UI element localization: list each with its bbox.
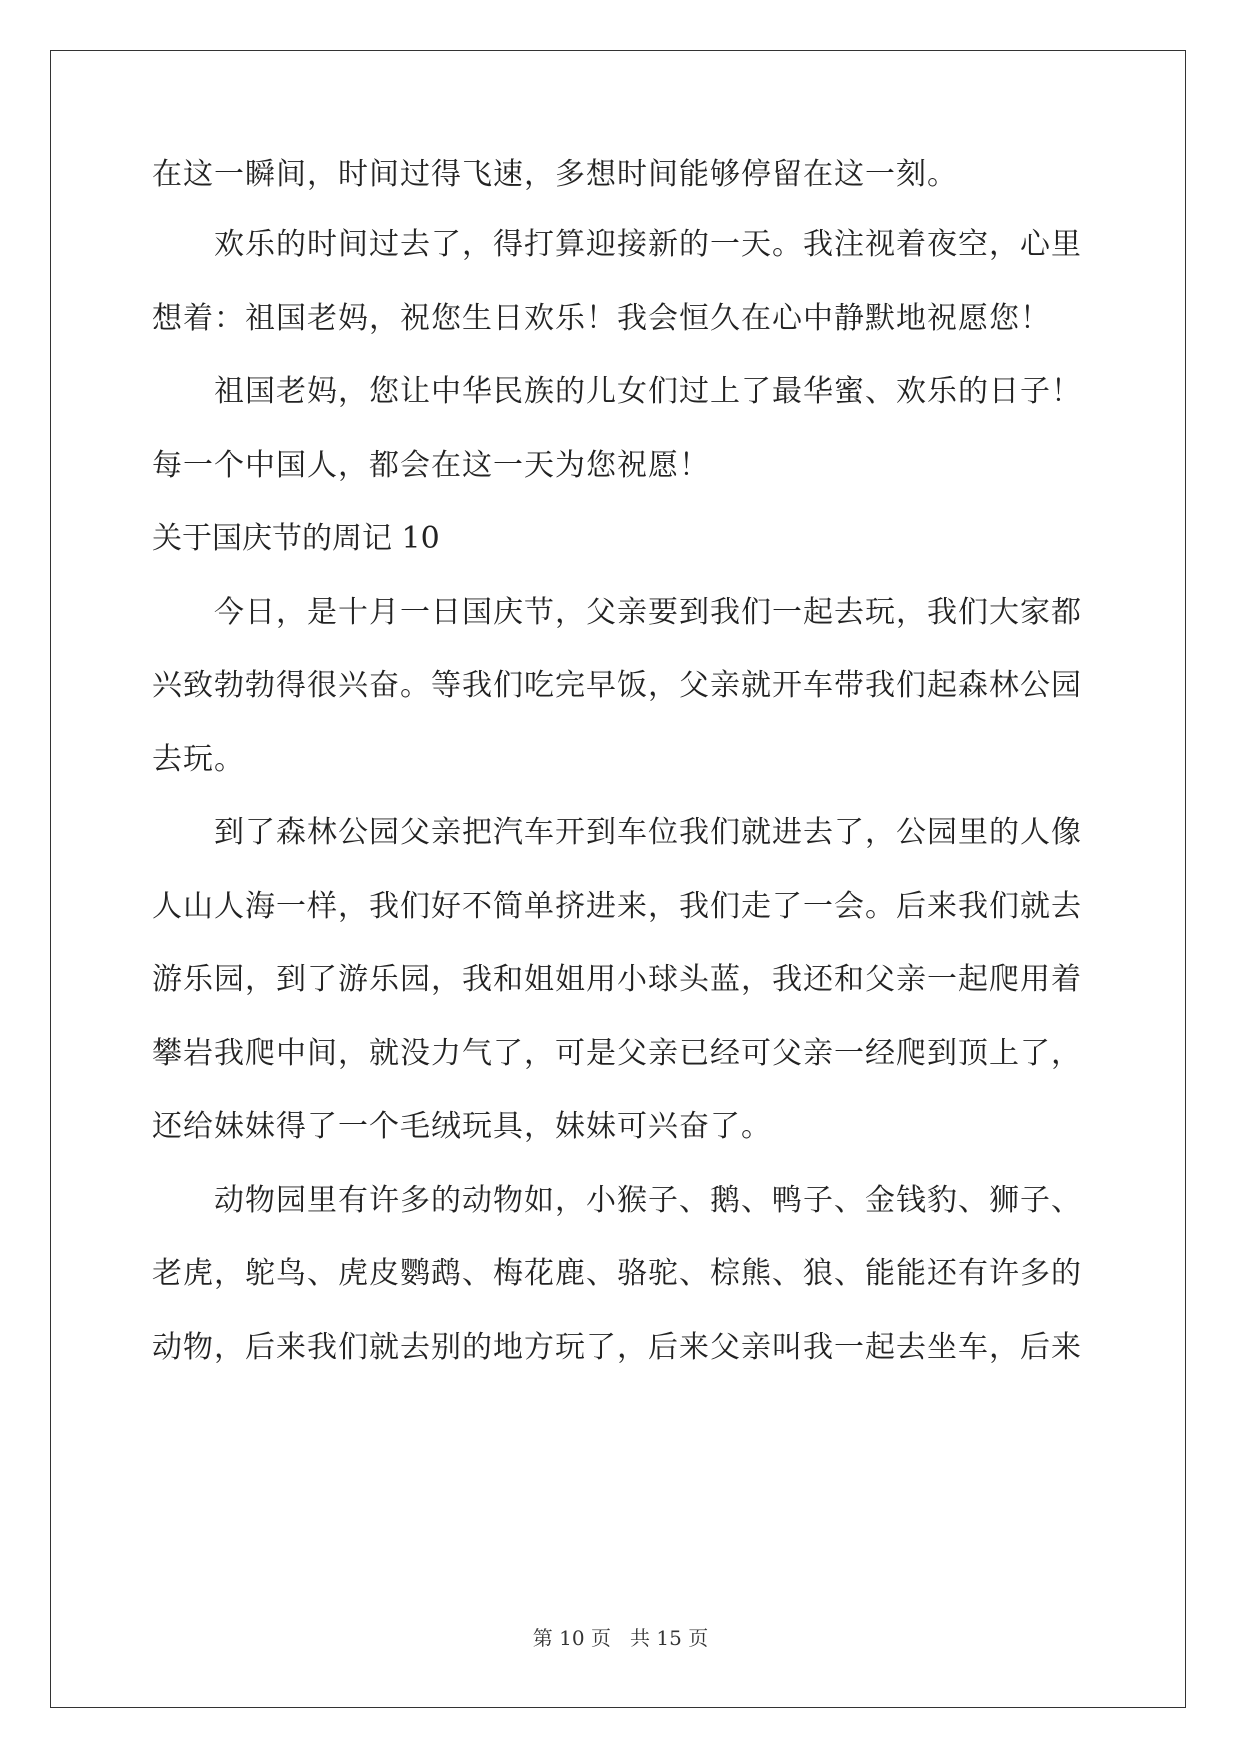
- body-line: 去玩。: [152, 742, 245, 777]
- body-line: 动物，后来我们就去别的地方玩了，后来父亲叫我一起去坐车，后来: [152, 1330, 1082, 1365]
- body-line: 祖国老妈，您让中华民族的儿女们过上了最华蜜、欢乐的日子！: [214, 374, 1082, 409]
- body-line: 人山人海一样，我们好不简单挤进来，我们走了一会。后来我们就去: [152, 889, 1082, 924]
- page-number-footer: 第 10 页 共 15 页: [532, 1626, 709, 1650]
- body-line: 每一个中国人，都会在这一天为您祝愿！: [152, 448, 710, 483]
- body-line: 在这一瞬间，时间过得飞速，多想时间能够停留在这一刻。: [152, 157, 958, 192]
- body-line: 攀岩我爬中间，就没力气了，可是父亲已经可父亲一经爬到顶上了，: [152, 1036, 1082, 1071]
- body-line: 游乐园，到了游乐园，我和姐姐用小球头蓝，我还和父亲一起爬用着: [152, 962, 1082, 997]
- body-line: 兴致勃勃得很兴奋。等我们吃完早饭，父亲就开车带我们起森林公园: [152, 668, 1082, 703]
- body-line: 今日，是十月一日国庆节，父亲要到我们一起去玩，我们大家都: [214, 595, 1082, 630]
- body-line: 到了森林公园父亲把汽车开到车位我们就进去了，公园里的人像: [214, 815, 1082, 850]
- body-line: 想着：祖国老妈，祝您生日欢乐！我会恒久在心中静默地祝愿您！: [152, 301, 1051, 336]
- body-line: 老虎，鸵鸟、虎皮鹦鹉、梅花鹿、骆驼、棕熊、狼、能能还有许多的: [152, 1256, 1082, 1291]
- section-heading: 关于国庆节的周记 10: [152, 521, 440, 556]
- body-line: 欢乐的时间过去了，得打算迎接新的一天。我注视着夜空，心里: [214, 227, 1082, 262]
- body-line: 动物园里有许多的动物如，小猴子、鹅、鸭子、金钱豹、狮子、: [214, 1183, 1082, 1218]
- body-line: 还给妹妹得了一个毛绒玩具，妹妹可兴奋了。: [152, 1109, 772, 1144]
